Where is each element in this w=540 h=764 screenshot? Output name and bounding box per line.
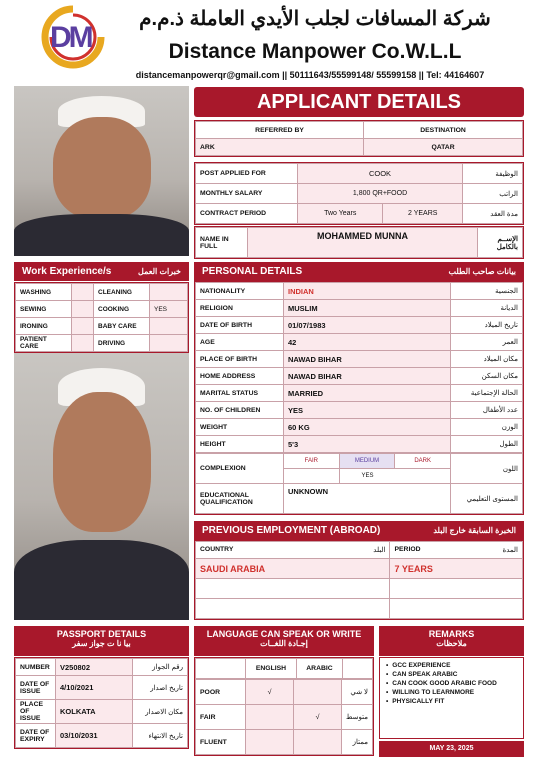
personal-label: HEIGHT — [196, 436, 284, 453]
remarks-title: REMARKS — [428, 629, 475, 639]
language-english-mark — [246, 705, 294, 730]
date-text: MAY 23, 2025 — [429, 745, 474, 752]
language-level: FAIR — [196, 705, 246, 730]
referred-by-label: REFERRED BY — [196, 122, 364, 139]
period-col-label: PERIOD — [394, 546, 421, 553]
personal-arabic: العمر — [451, 334, 523, 351]
work-row — [16, 301, 188, 318]
passport-row — [16, 676, 188, 700]
passport-label: DATE OF EXPIRY — [16, 724, 56, 748]
bullet-icon: • — [386, 671, 389, 678]
passport-arabic: رقم الجواز — [133, 659, 188, 676]
personal-value: NAWAD BIHAR — [284, 351, 451, 368]
personal-label: NO. OF CHILDREN — [196, 402, 284, 419]
personal-value: 60 KG — [284, 419, 451, 436]
personal-arabic: الديانة — [451, 300, 523, 317]
name-label: NAME IN FULL — [196, 228, 248, 258]
personal-value: NAWAD BIHAR — [284, 368, 451, 385]
personal-arabic: عدد الأطفال — [451, 402, 523, 419]
personal-details-title: PERSONAL DETAILS — [202, 266, 303, 277]
remarks-title-ar: ملاحظات — [436, 639, 467, 648]
personal-label: MARITAL STATUS — [196, 385, 284, 402]
remarks-box — [379, 657, 524, 739]
remark-text: CAN SPEAK ARABIC — [392, 671, 458, 678]
personal-value: MARRIED — [284, 385, 451, 402]
language-level-arabic: لا شي — [342, 680, 373, 705]
personal-arabic: تاريخ الميلاد — [451, 317, 523, 334]
personal-arabic: الحالة الإجتماعية — [451, 385, 523, 402]
personal-details-table — [194, 281, 524, 515]
personal-row — [196, 317, 523, 334]
personal-label: PLACE OF BIRTH — [196, 351, 284, 368]
language-row — [196, 730, 373, 755]
work-experience-title-ar: خبرات العمل — [138, 267, 181, 276]
previous-employment-header — [194, 521, 524, 540]
salary-label: MONTHLY SALARY — [196, 184, 298, 204]
country-label-cell — [196, 542, 390, 559]
bullet-icon: • — [386, 662, 389, 669]
remark-item — [386, 680, 517, 687]
work-cell-bv — [150, 318, 188, 335]
passport-arabic: مكان الاصدار — [133, 700, 188, 724]
work-cell-b: DRIVING — [94, 335, 150, 352]
personal-label: DATE OF BIRTH — [196, 317, 284, 334]
complexion-arabic: اللون — [451, 454, 523, 484]
complexion-fair: FAIR — [284, 454, 340, 468]
company-logo — [38, 5, 108, 69]
salary-arabic: الراتب — [463, 184, 523, 204]
personal-row — [196, 402, 523, 419]
remarks-header — [379, 626, 524, 656]
remark-text: PHYSICALLY FIT — [392, 698, 445, 705]
bullet-icon: • — [386, 698, 389, 705]
applicant-photo-full — [14, 352, 189, 620]
date-badge — [379, 741, 524, 757]
work-cell-bv — [150, 335, 188, 352]
language-level-arabic: متوسط — [342, 705, 373, 730]
name-table — [194, 226, 524, 259]
personal-arabic: الجنسية — [451, 283, 523, 300]
passport-row — [16, 724, 188, 748]
country-label: COUNTRY — [200, 546, 234, 553]
passport-label: PLACE OF ISSUE — [16, 700, 56, 724]
passport-value: KOLKATA — [56, 700, 133, 724]
personal-value: 5'3 — [284, 436, 451, 453]
language-col-arabic: ARABIC — [296, 659, 342, 679]
personal-details-header — [194, 262, 524, 281]
personal-arabic: مكان الميلاد — [451, 351, 523, 368]
language-english-mark — [246, 730, 294, 755]
name-value: MOHAMMED MUNNA — [248, 228, 478, 258]
passport-value: V250802 — [56, 659, 133, 676]
passport-row — [16, 700, 188, 724]
period-label-cell — [390, 542, 523, 559]
complexion-cell — [284, 454, 451, 484]
personal-label: WEIGHT — [196, 419, 284, 436]
salary-value: 1,800 QR+FOOD — [298, 184, 463, 204]
country-arabic: البلد — [373, 547, 386, 554]
complexion-selected: YES — [361, 473, 374, 479]
personal-value: MUSLIM — [284, 300, 451, 317]
period-value-2: 2 YEARS — [383, 204, 463, 224]
post-arabic: الوظيفة — [463, 164, 523, 184]
passport-label: DATE OF ISSUE — [16, 676, 56, 700]
language-english-mark: √ — [246, 680, 294, 705]
language-arabic-mark — [294, 680, 342, 705]
work-cell-bv: YES — [150, 301, 188, 318]
passport-value: 4/10/2021 — [56, 676, 133, 700]
work-cell-bv — [150, 284, 188, 301]
work-experience-header — [14, 262, 189, 281]
company-name-arabic: شركة المسافات لجلب الأيدي العاملة ذ.م.م — [139, 8, 491, 30]
previous-employment-table — [194, 540, 524, 620]
post-label: POST APPLIED FOR — [196, 164, 298, 184]
remark-text: GCC EXPERIENCE — [392, 662, 451, 669]
language-arabic-mark: √ — [294, 705, 342, 730]
name-arabic: الإســم بالكامل — [478, 228, 523, 258]
education-arabic: المستوى التعليمي — [451, 484, 523, 514]
personal-details-title-ar: بيانات صاحب الطلب — [448, 267, 516, 276]
personal-arabic: الطول — [451, 436, 523, 453]
work-row — [16, 284, 188, 301]
education-value: UNKNOWN — [284, 484, 451, 514]
work-row — [16, 318, 188, 335]
personal-row — [196, 385, 523, 402]
work-cell-av — [72, 284, 94, 301]
language-level: FLUENT — [196, 730, 246, 755]
personal-value: 01/07/1983 — [284, 317, 451, 334]
personal-value: 42 — [284, 334, 451, 351]
passport-arabic: تاريخ اصدار — [133, 676, 188, 700]
country-value: SAUDI ARABIA — [196, 559, 390, 579]
remark-item — [386, 698, 517, 705]
work-cell-a: WASHING — [16, 284, 72, 301]
personal-label: NATIONALITY — [196, 283, 284, 300]
remarks-list — [386, 662, 517, 705]
language-col-english: ENGLISH — [246, 659, 297, 679]
post-value: COOK — [298, 164, 463, 184]
personal-row — [196, 334, 523, 351]
complexion-medium: MEDIUM — [340, 454, 396, 468]
work-cell-b: COOKING — [94, 301, 150, 318]
personal-value: INDIAN — [284, 283, 451, 300]
passport-header — [14, 626, 189, 656]
personal-arabic: الوزن — [451, 419, 523, 436]
bullet-icon: • — [386, 689, 389, 696]
post-table — [194, 162, 524, 225]
period-value-1: Two Years — [298, 204, 383, 224]
personal-row — [196, 351, 523, 368]
work-cell-a: IRONING — [16, 318, 72, 335]
personal-row — [196, 300, 523, 317]
remark-text: WILLING TO LEARNMORE — [392, 689, 475, 696]
passport-value: 03/10/2031 — [56, 724, 133, 748]
remark-item — [386, 689, 517, 696]
language-level-arabic: ممتاز — [342, 730, 373, 755]
work-cell-av — [72, 301, 94, 318]
remark-item — [386, 662, 517, 669]
period-arabic: مدة العقد — [463, 204, 523, 224]
complexion-label: COMPLEXION — [196, 454, 284, 484]
company-name-english: Distance Manpower Co.W.L.L — [168, 40, 462, 63]
page-title — [194, 87, 524, 117]
period-label: CONTRACT PERIOD — [196, 204, 298, 224]
work-cell-b: BABY CARE — [94, 318, 150, 335]
language-level: POOR — [196, 680, 246, 705]
work-cell-a: SEWING — [16, 301, 72, 318]
referral-table — [194, 120, 524, 157]
bullet-icon: • — [386, 680, 389, 687]
personal-label: AGE — [196, 334, 284, 351]
language-table — [194, 657, 374, 756]
referred-by-value: ARK — [196, 139, 364, 156]
personal-row — [196, 283, 523, 300]
passport-title-ar: بيا نا ت جواز سفر — [72, 639, 131, 648]
language-title-ar: إجـادة اللغــات — [260, 639, 308, 648]
work-experience-table — [14, 282, 189, 353]
personal-row — [196, 436, 523, 453]
personal-row — [196, 419, 523, 436]
contact-line: distancemanpowerqr@gmail.com || 50111643/55599148/ 55599158 || Tel: 44164607 — [135, 70, 485, 80]
destination-value: QATAR — [364, 139, 523, 156]
passport-table — [14, 657, 189, 749]
personal-value: YES — [284, 402, 451, 419]
remark-text: CAN COOK GOOD ARABIC FOOD — [392, 680, 497, 687]
work-cell-av — [72, 335, 94, 352]
complexion-dark: DARK — [414, 458, 432, 464]
work-cell-a: PATIENT CARE — [16, 335, 72, 352]
language-title: LANGUAGE CAN SPEAK OR WRITE — [206, 629, 362, 639]
language-arabic-mark — [294, 730, 342, 755]
passport-label: NUMBER — [16, 659, 56, 676]
personal-row — [196, 368, 523, 385]
destination-label: DESTINATION — [364, 122, 523, 139]
page-title-text: APPLICANT DETAILS — [256, 90, 462, 113]
work-row — [16, 335, 188, 352]
work-experience-title: Work Experience/s — [22, 266, 112, 277]
previous-employment-title-ar: الخبرة السابقة خارج البلد — [433, 526, 516, 535]
passport-title: PASSPORT DETAILS — [56, 629, 147, 639]
personal-arabic: مكان السكن — [451, 368, 523, 385]
remark-item — [386, 671, 517, 678]
personal-label: HOME ADDRESS — [196, 368, 284, 385]
passport-row — [16, 659, 188, 676]
personal-label: RELIGION — [196, 300, 284, 317]
education-label: EDUCATIONAL QUALIFICATION — [196, 484, 284, 514]
applicant-photo-top — [14, 86, 189, 256]
work-cell-b: CLEANING — [94, 284, 150, 301]
period-col-arabic: المدة — [502, 547, 518, 554]
language-row — [196, 680, 373, 705]
passport-arabic: تاريخ الانتهاء — [133, 724, 188, 748]
work-cell-av — [72, 318, 94, 335]
previous-employment-title: PREVIOUS EMPLOYMENT (ABROAD) — [202, 525, 381, 536]
language-row — [196, 705, 373, 730]
language-header — [194, 626, 374, 656]
period-value: 7 YEARS — [390, 559, 523, 579]
logo-text: DM — [50, 21, 91, 54]
